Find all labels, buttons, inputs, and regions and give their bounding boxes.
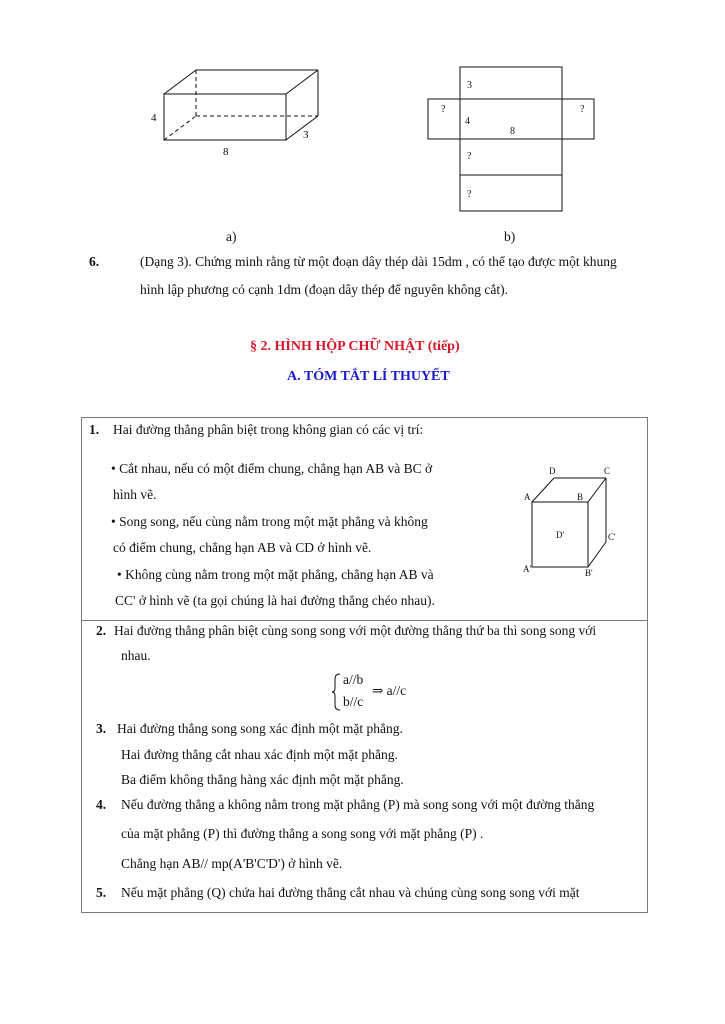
item-5-number: 5. xyxy=(96,885,107,900)
figure-a-box xyxy=(140,60,330,170)
item-2-formula-result: ⇒ a//c xyxy=(372,683,407,698)
item-1-bullet-1-line-2: hình vẽ. xyxy=(113,487,157,502)
cube-figure xyxy=(515,460,625,580)
exercise-6-line-1: (Dạng 3). Chứng minh rằng từ một đoạn dây thép dài 15dm , có thể tạo được một khung xyxy=(140,254,617,269)
item-1-bullet-2-line-2: có điểm chung, chẳng hạn AB và CD ở hình vẽ. xyxy=(113,540,372,555)
figure-b-net xyxy=(420,62,610,217)
figure-b-bottom-question: ? xyxy=(467,189,472,200)
item-2-line-1: Hai đường thẳng phân biệt cùng song song với một đường thẳng thứ ba thì song song với xyxy=(114,623,597,638)
item-3-line-3: Ba điểm không thẳng hàng xác định một mặt phẳng. xyxy=(121,772,404,787)
figure-a-caption: a) xyxy=(226,229,237,244)
cube-label-b: B xyxy=(577,492,584,502)
item-4-line-3: Chẳng hạn AB// mp(A'B'C'D') ở hình vẽ. xyxy=(121,856,343,871)
subsection-title: A. TÓM TẮT LÍ THUYẾT xyxy=(287,369,450,384)
item-2-formula-bottom: b//c xyxy=(343,694,364,709)
item-1-number: 1. xyxy=(89,422,100,437)
item-3-number: 3. xyxy=(96,721,107,736)
exercise-6-line-2: hình lập phương có cạnh 1dm (đoạn dây thép để nguyên không cắt). xyxy=(140,282,508,297)
figure-b-caption: b) xyxy=(504,229,516,244)
figure-b-left-question: ? xyxy=(441,104,446,115)
cube-label-d: D xyxy=(549,466,556,476)
item-1-bullet-3-line-1: • Không cùng nằm trong một mặt phẳng, chẳng hạn AB và xyxy=(117,567,434,582)
item-3-line-1: Hai đường thẳng song song xác định một mặt phẳng. xyxy=(117,721,403,736)
figure-a-length-label: 8 xyxy=(223,146,229,158)
item-4-number: 4. xyxy=(96,797,107,812)
item-4-line-2: của mặt phẳng (P) thì đường thẳng a song song với mặt phẳng (P) . xyxy=(121,826,484,841)
exercise-6-number: 6. xyxy=(89,254,100,269)
theory-divider xyxy=(81,620,648,621)
cube-label-ap: A' xyxy=(523,564,532,574)
figure-b-right-question: ? xyxy=(580,104,585,115)
item-1-intro: Hai đường thẳng phân biệt trong không gian có các vị trí: xyxy=(113,422,424,437)
section-title: § 2. HÌNH HỘP CHỮ NHẬT (tiếp) xyxy=(250,339,460,354)
item-5-line-1: Nếu mặt phẳng (Q) chứa hai đường thẳng cắt nhau và chúng cùng song song với mặt xyxy=(121,885,580,900)
figure-b-length-label: 8 xyxy=(510,126,515,137)
item-2-formula-brace xyxy=(332,672,342,712)
item-4-line-1: Nếu đường thẳng a không nằm trong mặt phẳng (P) mà song song với một đường thẳng xyxy=(121,797,595,812)
figure-b-top-label: 3 xyxy=(467,80,472,91)
figure-a-height-label: 4 xyxy=(151,112,157,124)
item-2-formula-top: a//b xyxy=(343,672,364,687)
cube-label-dp: D' xyxy=(556,530,565,540)
item-3-line-2: Hai đường thẳng cắt nhau xác định một mặt phẳng. xyxy=(121,747,398,762)
item-2-line-2: nhau. xyxy=(121,648,151,663)
figure-b-lower-question: ? xyxy=(467,151,472,162)
cube-label-c: C xyxy=(604,466,611,476)
figure-b-height-label: 4 xyxy=(465,116,470,127)
cube-label-cp: C' xyxy=(608,532,616,542)
cube-label-bp: B' xyxy=(585,568,593,578)
item-1-bullet-1-line-1: • Cắt nhau, nếu có một điểm chung, chẳng hạn AB và BC ở xyxy=(111,461,433,476)
cube-label-a: A xyxy=(524,492,531,502)
item-2-number: 2. xyxy=(96,623,107,638)
item-1-bullet-3-line-2: CC' ở hình vẽ (ta gọi chúng là hai đường thẳng chéo nhau). xyxy=(115,593,435,608)
figure-a-width-label: 3 xyxy=(303,129,309,141)
item-1-bullet-2-line-1: • Song song, nếu cùng nằm trong một mặt phẳng và không xyxy=(111,514,428,529)
